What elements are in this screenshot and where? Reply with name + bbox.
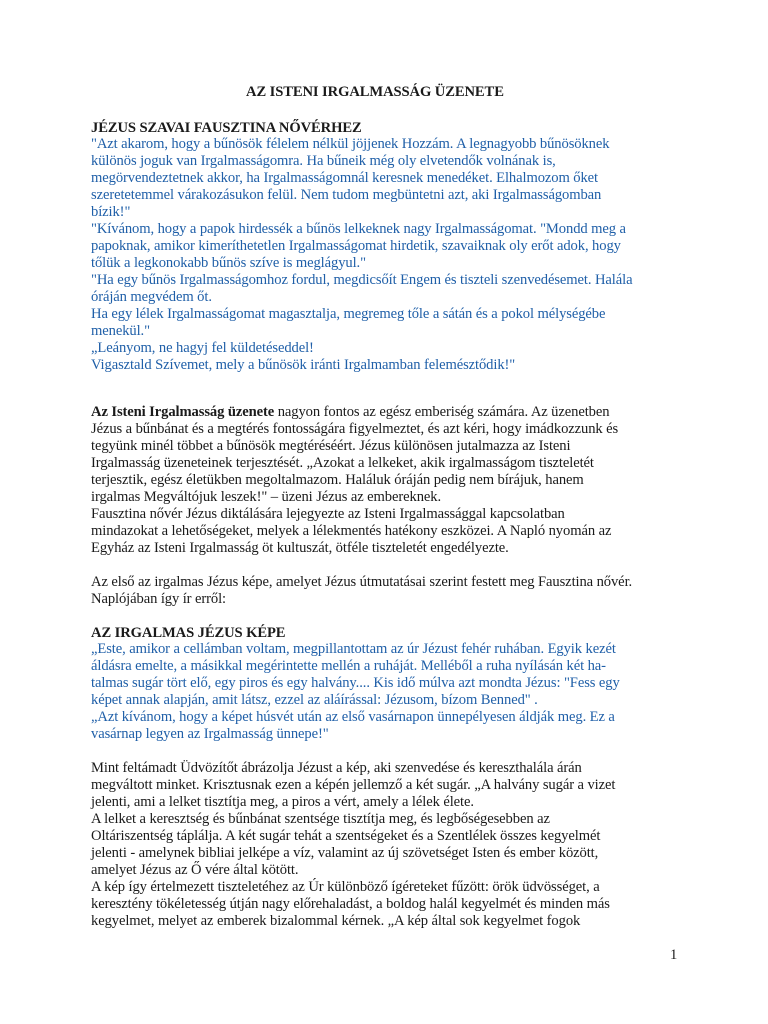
paragraph-line: Az első az irgalmas Jézus képe, amelyet Jézus útmutatásai szerint festett meg Fausztina nővér.	[91, 574, 633, 590]
paragraph-line: Mint feltámadt Üdvözítőt ábrázolja Jézust a kép, aki szenvedése és kereszthalála árán	[91, 760, 582, 776]
quote-line: különös joguk van Irgalmasságomra. Ha bűneik még oly elvetendők volnának is,	[91, 153, 556, 169]
paragraph-line: amelyet Jézus az Ő vére által kötött.	[91, 862, 299, 878]
quote-line: óráján megvédem őt.	[91, 289, 212, 305]
quote-line: bízik!"	[91, 204, 131, 220]
paragraph-line: Egyház az Isteni Irgalmasság öt kultuszát, ötféle tiszteletét engedélyezte.	[91, 540, 509, 556]
paragraph-line: Jézus a bűnbánat és a megtérés fontosságára figyelmeztet, és azt kéri, hogy imádkozzunk és	[91, 421, 619, 437]
quote-line: menekül."	[91, 323, 150, 339]
paragraph-text: nagyon fontos az egész emberiség számára. Az üzenetben	[274, 404, 610, 420]
quote-line: képet annak alapján, amit látsz, ezzel az aláírással: Jézusom, bízom Benned" .	[91, 692, 538, 708]
section-heading-merciful-jesus-image: AZ IRGALMAS JÉZUS KÉPE	[91, 625, 286, 641]
quote-line: „Este, amikor a cellámban voltam, megpillantottam az úr Jézust fehér ruhában. Egyik kezét	[91, 641, 616, 657]
paragraph-line: keresztény tökéletesség útján nagy előrehaladást, a boldog halál kegyelmét és minden más	[91, 896, 610, 912]
document-title: AZ ISTENI IRGALMASSÁG ÜZENETE	[246, 84, 504, 100]
paragraph-line: tegyünk minél többet a bűnösök megtéréséért. Jézus különösen jutalmazza az Isteni	[91, 438, 571, 454]
paragraph-line	[91, 404, 609, 421]
quote-line: szeretetemmel várakozásukon felül. Nem tudom megbüntetni azt, aki Irgalmasságomban	[91, 187, 602, 203]
paragraph-line: Naplójában így ír erről:	[91, 591, 226, 607]
quote-line: „Azt kívánom, hogy a képet húsvét után az első vasárnapon ünnepélyesen áldják meg. Ez a	[91, 709, 615, 725]
quote-line: "Ha egy bűnös Irgalmasságomhoz fordul, megdicsőít Engem és tiszteli szenvedésemet. Halála	[91, 272, 633, 288]
paragraph-line: jelenti - amelynek bibliai jelképe a víz, valamint az új szövetséget Isten és ember között,	[91, 845, 599, 861]
quote-line: talmas sugár tört elő, egy piros és egy halvány.... Kis idő múlva azt mondta Jézus: "Fess egy	[91, 675, 620, 691]
paragraph-line: megváltott minket. Krisztusnak ezen a képén jellemző a két sugár. „A halvány sugár a vizet	[91, 777, 616, 793]
paragraph-line: terjesztik, egész életükben megoltalmazom. Haláluk óráján pedig nem bírájuk, hanem	[91, 472, 584, 488]
quote-line: "Kívánom, hogy a papok hirdessék a bűnös lelkeknek nagy Irgalmasságomat. "Mondd meg a	[91, 221, 626, 237]
paragraph-line: irgalmas Megváltójuk leszek!" – üzeni Jézus az embereknek.	[91, 489, 442, 505]
quote-line: Vigasztald Szívemet, mely a bűnösök iránti Irgalmamban felemésztődik!"	[91, 357, 516, 373]
quote-line: tőlük a legkonokabb bűnös szíve is meglágyul."	[91, 255, 366, 271]
paragraph-line: jelenti, ami a lelket tisztítja meg, a piros a vért, amely a lélek élete.	[91, 794, 474, 810]
section-heading-jesus-words: JÉZUS SZAVAI FAUSZTINA NŐVÉRHEZ	[91, 120, 362, 136]
paragraph-line: A lelket a keresztség és bűnbánat szentsége tisztítja meg, és legbőségesebben az	[91, 811, 550, 827]
paragraph-line: Oltáriszentség táplálja. A két sugár tehát a szentségeket és a Szentlélek összes kegyelmét	[91, 828, 601, 844]
paragraph-line: Fausztina nővér Jézus diktálására lejegyezte az Isteni Irgalmassággal kapcsolatban	[91, 506, 565, 522]
paragraph-line: kegyelmet, melyet az emberek bizalommal kérnek. „A kép által sok kegyelmet fogok	[91, 913, 581, 929]
bold-phrase: Az Isteni Irgalmasság üzenete	[91, 404, 275, 420]
page-number: 1	[670, 947, 678, 963]
quote-line: megörvendeztetnek akkor, ha Irgalmasságomnál keresnek menedéket. Elhalmozom őket	[91, 170, 599, 186]
quote-line: „Leányom, ne hagyj fel küldetéseddel!	[91, 340, 314, 356]
quote-line: Ha egy lélek Irgalmasságomat magasztalja, megremeg tőle a sátán és a pokol mélységébe	[91, 306, 606, 322]
quote-line: "Azt akarom, hogy a bűnösök félelem nélkül jöjjenek Hozzám. A legnagyobb bűnösöknek	[91, 136, 610, 152]
paragraph-line: mindazokat a lehetőségeket, melyek a lélekmentés hatékony eszközei. A Napló nyomán az	[91, 523, 612, 539]
paragraph-line: A kép így értelmezett tiszteletéhez az Úr különböző ígéreteket fűzött: örök üdvösséget, a	[91, 879, 600, 895]
quote-line: vasárnap legyen az Irgalmasság ünnepe!"	[91, 726, 329, 742]
quote-line: papoknak, amikor kimeríthetetlen Irgalmasságomat hirdetik, szavaiknak oly erőt adok, hogy	[91, 238, 621, 254]
quote-line: áldásra emelte, a másikkal megérintette mellén a ruháját. Melléből a ruha nyílásán két ha-	[91, 658, 606, 674]
paragraph-line: Irgalmasság üzeneteinek terjesztését. „Azokat a lelkeket, akik irgalmasságom tiszteletét	[91, 455, 594, 471]
